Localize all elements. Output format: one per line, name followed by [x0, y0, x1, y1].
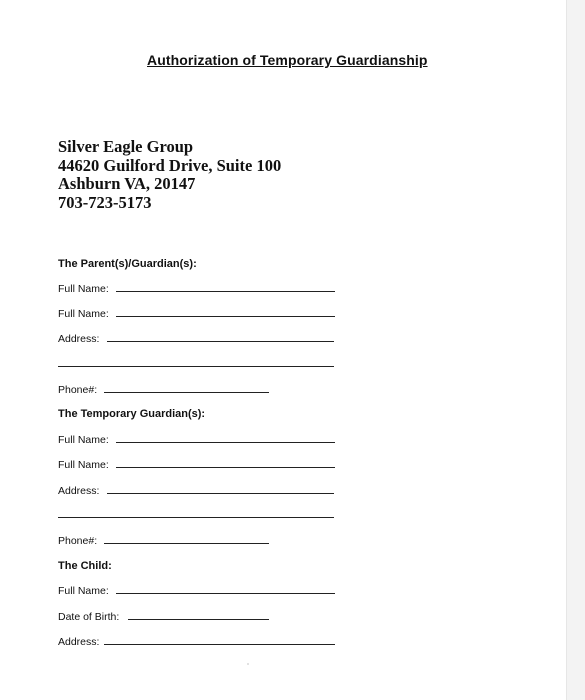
child-full-name-label: Full Name: [58, 585, 109, 597]
parent-address-line-2[interactable] [58, 366, 334, 367]
parent-full-name-line-2[interactable] [116, 316, 335, 317]
guardian-phone-label: Phone#: [58, 535, 98, 547]
section-heading-temporary-guardian: The Temporary Guardian(s): [58, 408, 206, 420]
organization-phone: 703-723-5173 [58, 192, 152, 212]
guardian-full-name-label-1: Full Name: [58, 434, 109, 446]
parent-full-name-label-1: Full Name: [58, 283, 109, 295]
guardian-full-name-line-1[interactable] [116, 442, 335, 443]
child-address-label: Address: [58, 636, 100, 648]
organization-address-block [58, 138, 281, 212]
page-edge [566, 0, 585, 700]
child-dob-line[interactable] [128, 619, 269, 620]
guardian-full-name-line-2[interactable] [116, 467, 335, 468]
guardian-address-line-1[interactable] [107, 493, 334, 494]
organization-street: 44620 Guilford Drive, Suite 100 [58, 155, 282, 175]
section-heading-child: The Child: [58, 560, 112, 572]
parent-phone-line[interactable] [104, 392, 269, 393]
parent-full-name-label-2: Full Name: [58, 308, 109, 320]
parent-full-name-line-1[interactable] [116, 291, 335, 292]
child-full-name-line[interactable] [116, 593, 335, 594]
scan-speck [247, 663, 249, 665]
organization-name: Silver Eagle Group [58, 137, 194, 156]
section-heading-parent: The Parent(s)/Guardian(s): [58, 258, 197, 270]
parent-address-line-1[interactable] [107, 341, 334, 342]
parent-address-label: Address: [58, 333, 100, 345]
guardian-phone-line[interactable] [104, 543, 269, 544]
child-address-line[interactable] [104, 644, 335, 645]
organization-city: Ashburn VA, 20147 [58, 174, 196, 193]
page-title: Authorization of Temporary Guardianship [147, 52, 428, 68]
guardian-address-label: Address: [58, 485, 100, 497]
guardian-address-line-2[interactable] [58, 517, 334, 518]
parent-phone-label: Phone#: [58, 384, 98, 396]
guardian-full-name-label-2: Full Name: [58, 459, 109, 471]
child-dob-label: Date of Birth: [58, 611, 120, 623]
